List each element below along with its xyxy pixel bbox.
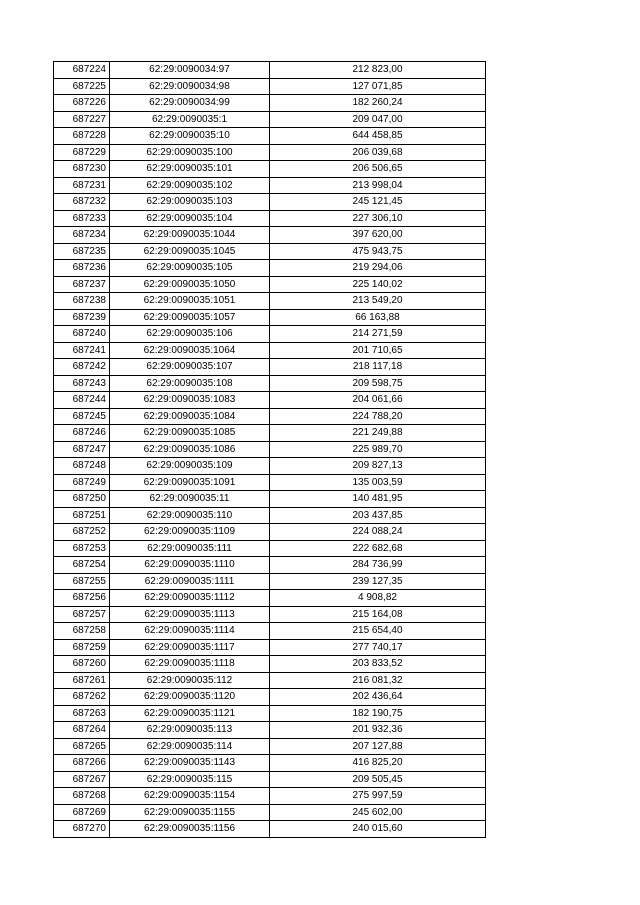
row-number-cell: 687251 [54, 507, 110, 524]
value-cell: 215 164,08 [270, 606, 486, 623]
value-cell: 127 071,85 [270, 78, 486, 95]
cadastral-number-cell: 62:29:0090034:97 [110, 62, 270, 79]
cadastral-number-cell: 62:29:0090035:103 [110, 194, 270, 211]
table-row [54, 161, 486, 178]
row-number-cell: 687229 [54, 144, 110, 161]
row-number-cell: 687250 [54, 491, 110, 508]
row-number-cell: 687226 [54, 95, 110, 112]
table-row [54, 557, 486, 574]
value-cell: 213 549,20 [270, 293, 486, 310]
cadastral-number-cell: 62:29:0090035:1086 [110, 441, 270, 458]
cadastral-value-table [53, 61, 486, 838]
cadastral-number-cell: 62:29:0090034:99 [110, 95, 270, 112]
row-number-cell: 687249 [54, 474, 110, 491]
value-cell: 225 989,70 [270, 441, 486, 458]
row-number-cell: 687230 [54, 161, 110, 178]
cadastral-number-cell: 62:29:0090035:105 [110, 260, 270, 277]
cadastral-number-cell: 62:29:0090035:1085 [110, 425, 270, 442]
cadastral-number-cell: 62:29:0090035:109 [110, 458, 270, 475]
table-row [54, 771, 486, 788]
value-cell: 207 127,88 [270, 738, 486, 755]
row-number-cell: 687233 [54, 210, 110, 227]
row-number-cell: 687242 [54, 359, 110, 376]
value-cell: 475 943,75 [270, 243, 486, 260]
table-row [54, 392, 486, 409]
value-cell: 240 015,60 [270, 821, 486, 838]
table-row [54, 474, 486, 491]
value-cell: 209 827,13 [270, 458, 486, 475]
value-cell: 212 823,00 [270, 62, 486, 79]
row-number-cell: 687252 [54, 524, 110, 541]
table-row [54, 458, 486, 475]
table-row [54, 573, 486, 590]
value-cell: 201 710,65 [270, 342, 486, 359]
value-cell: 4 908,82 [270, 590, 486, 607]
row-number-cell: 687246 [54, 425, 110, 442]
table-row [54, 738, 486, 755]
row-number-cell: 687234 [54, 227, 110, 244]
cadastral-number-cell: 62:29:0090035:115 [110, 771, 270, 788]
row-number-cell: 687270 [54, 821, 110, 838]
table-row [54, 623, 486, 640]
table-row [54, 788, 486, 805]
row-number-cell: 687256 [54, 590, 110, 607]
table-row [54, 62, 486, 79]
value-cell: 221 249,88 [270, 425, 486, 442]
row-number-cell: 687267 [54, 771, 110, 788]
row-number-cell: 687237 [54, 276, 110, 293]
row-number-cell: 687254 [54, 557, 110, 574]
value-cell: 416 825,20 [270, 755, 486, 772]
cadastral-number-cell: 62:29:0090035:100 [110, 144, 270, 161]
value-cell: 214 271,59 [270, 326, 486, 343]
table-row [54, 276, 486, 293]
table-row [54, 441, 486, 458]
row-number-cell: 687255 [54, 573, 110, 590]
table-row [54, 128, 486, 145]
table-row [54, 507, 486, 524]
row-number-cell: 687232 [54, 194, 110, 211]
row-number-cell: 687264 [54, 722, 110, 739]
cadastral-number-cell: 62:29:0090035:114 [110, 738, 270, 755]
table-row [54, 293, 486, 310]
row-number-cell: 687231 [54, 177, 110, 194]
value-cell: 227 306,10 [270, 210, 486, 227]
row-number-cell: 687269 [54, 804, 110, 821]
row-number-cell: 687245 [54, 408, 110, 425]
value-cell: 204 061,66 [270, 392, 486, 409]
value-cell: 216 081,32 [270, 672, 486, 689]
row-number-cell: 687248 [54, 458, 110, 475]
cadastral-number-cell: 62:29:0090035:1045 [110, 243, 270, 260]
cadastral-number-cell: 62:29:0090035:1113 [110, 606, 270, 623]
cadastral-number-cell: 62:29:0090035:1044 [110, 227, 270, 244]
row-number-cell: 687240 [54, 326, 110, 343]
row-number-cell: 687263 [54, 705, 110, 722]
value-cell: 209 598,75 [270, 375, 486, 392]
value-cell: 140 481,95 [270, 491, 486, 508]
cadastral-number-cell: 62:29:0090035:104 [110, 210, 270, 227]
cadastral-number-cell: 62:29:0090035:1051 [110, 293, 270, 310]
cadastral-number-cell: 62:29:0090035:1050 [110, 276, 270, 293]
table-row [54, 194, 486, 211]
cadastral-number-cell: 62:29:0090035:1112 [110, 590, 270, 607]
cadastral-number-cell: 62:29:0090035:1111 [110, 573, 270, 590]
table-row [54, 78, 486, 95]
row-number-cell: 687243 [54, 375, 110, 392]
row-number-cell: 687244 [54, 392, 110, 409]
cadastral-number-cell: 62:29:0090035:1114 [110, 623, 270, 640]
table-row [54, 408, 486, 425]
value-cell: 284 736,99 [270, 557, 486, 574]
table-row [54, 540, 486, 557]
value-cell: 66 163,88 [270, 309, 486, 326]
table-row [54, 359, 486, 376]
cadastral-number-cell: 62:29:0090035:113 [110, 722, 270, 739]
cadastral-number-cell: 62:29:0090035:1084 [110, 408, 270, 425]
cadastral-number-cell: 62:29:0090035:110 [110, 507, 270, 524]
table-row [54, 95, 486, 112]
row-number-cell: 687227 [54, 111, 110, 128]
value-cell: 206 039,68 [270, 144, 486, 161]
table-row [54, 111, 486, 128]
value-cell: 202 436,64 [270, 689, 486, 706]
row-number-cell: 687225 [54, 78, 110, 95]
value-cell: 215 654,40 [270, 623, 486, 640]
cadastral-number-cell: 62:29:0090035:1091 [110, 474, 270, 491]
cadastral-number-cell: 62:29:0090035:1154 [110, 788, 270, 805]
value-cell: 209 505,45 [270, 771, 486, 788]
table-row [54, 227, 486, 244]
cadastral-number-cell: 62:29:0090035:111 [110, 540, 270, 557]
cadastral-number-cell: 62:29:0090035:1083 [110, 392, 270, 409]
value-cell: 213 998,04 [270, 177, 486, 194]
row-number-cell: 687268 [54, 788, 110, 805]
table-body [54, 62, 486, 838]
cadastral-number-cell: 62:29:0090035:1156 [110, 821, 270, 838]
table-row [54, 524, 486, 541]
value-cell: 275 997,59 [270, 788, 486, 805]
row-number-cell: 687235 [54, 243, 110, 260]
value-cell: 182 190,75 [270, 705, 486, 722]
row-number-cell: 687247 [54, 441, 110, 458]
cadastral-number-cell: 62:29:0090035:108 [110, 375, 270, 392]
table-row [54, 689, 486, 706]
value-cell: 222 682,68 [270, 540, 486, 557]
row-number-cell: 687238 [54, 293, 110, 310]
row-number-cell: 687265 [54, 738, 110, 755]
table-row [54, 177, 486, 194]
value-cell: 277 740,17 [270, 639, 486, 656]
table-row [54, 804, 486, 821]
table-row [54, 672, 486, 689]
cadastral-number-cell: 62:29:0090035:1118 [110, 656, 270, 673]
table-row [54, 144, 486, 161]
row-number-cell: 687261 [54, 672, 110, 689]
cadastral-number-cell: 62:29:0090035:1 [110, 111, 270, 128]
cadastral-number-cell: 62:29:0090035:101 [110, 161, 270, 178]
table-row [54, 606, 486, 623]
row-number-cell: 687258 [54, 623, 110, 640]
cadastral-number-cell: 62:29:0090034:98 [110, 78, 270, 95]
table-row [54, 491, 486, 508]
value-cell: 245 602,00 [270, 804, 486, 821]
table-row [54, 243, 486, 260]
row-number-cell: 687241 [54, 342, 110, 359]
value-cell: 239 127,35 [270, 573, 486, 590]
value-cell: 203 833,52 [270, 656, 486, 673]
table-row [54, 260, 486, 277]
table-row [54, 210, 486, 227]
value-cell: 182 260,24 [270, 95, 486, 112]
value-cell: 135 003,59 [270, 474, 486, 491]
row-number-cell: 687262 [54, 689, 110, 706]
value-cell: 397 620,00 [270, 227, 486, 244]
table-row [54, 639, 486, 656]
value-cell: 201 932,36 [270, 722, 486, 739]
row-number-cell: 687224 [54, 62, 110, 79]
cadastral-number-cell: 62:29:0090035:10 [110, 128, 270, 145]
table-row [54, 755, 486, 772]
value-cell: 224 088,24 [270, 524, 486, 541]
value-cell: 206 506,65 [270, 161, 486, 178]
table-row [54, 722, 486, 739]
table-row [54, 821, 486, 838]
table-row [54, 590, 486, 607]
table-row [54, 309, 486, 326]
row-number-cell: 687228 [54, 128, 110, 145]
value-cell: 644 458,85 [270, 128, 486, 145]
value-cell: 225 140,02 [270, 276, 486, 293]
value-cell: 245 121,45 [270, 194, 486, 211]
table-row [54, 326, 486, 343]
cadastral-number-cell: 62:29:0090035:1109 [110, 524, 270, 541]
row-number-cell: 687257 [54, 606, 110, 623]
value-cell: 219 294,06 [270, 260, 486, 277]
cadastral-number-cell: 62:29:0090035:112 [110, 672, 270, 689]
row-number-cell: 687239 [54, 309, 110, 326]
table-row [54, 375, 486, 392]
table-row [54, 342, 486, 359]
value-cell: 224 788,20 [270, 408, 486, 425]
cadastral-number-cell: 62:29:0090035:1121 [110, 705, 270, 722]
value-cell: 218 117,18 [270, 359, 486, 376]
cadastral-number-cell: 62:29:0090035:1064 [110, 342, 270, 359]
cadastral-number-cell: 62:29:0090035:1117 [110, 639, 270, 656]
table-row [54, 425, 486, 442]
cadastral-number-cell: 62:29:0090035:1143 [110, 755, 270, 772]
cadastral-number-cell: 62:29:0090035:1155 [110, 804, 270, 821]
cadastral-number-cell: 62:29:0090035:1120 [110, 689, 270, 706]
table-row [54, 656, 486, 673]
cadastral-number-cell: 62:29:0090035:102 [110, 177, 270, 194]
row-number-cell: 687266 [54, 755, 110, 772]
cadastral-number-cell: 62:29:0090035:1057 [110, 309, 270, 326]
cadastral-number-cell: 62:29:0090035:1110 [110, 557, 270, 574]
row-number-cell: 687236 [54, 260, 110, 277]
cadastral-number-cell: 62:29:0090035:107 [110, 359, 270, 376]
row-number-cell: 687260 [54, 656, 110, 673]
cadastral-number-cell: 62:29:0090035:11 [110, 491, 270, 508]
value-cell: 209 047,00 [270, 111, 486, 128]
value-cell: 203 437,85 [270, 507, 486, 524]
cadastral-number-cell: 62:29:0090035:106 [110, 326, 270, 343]
table-row [54, 705, 486, 722]
row-number-cell: 687253 [54, 540, 110, 557]
row-number-cell: 687259 [54, 639, 110, 656]
